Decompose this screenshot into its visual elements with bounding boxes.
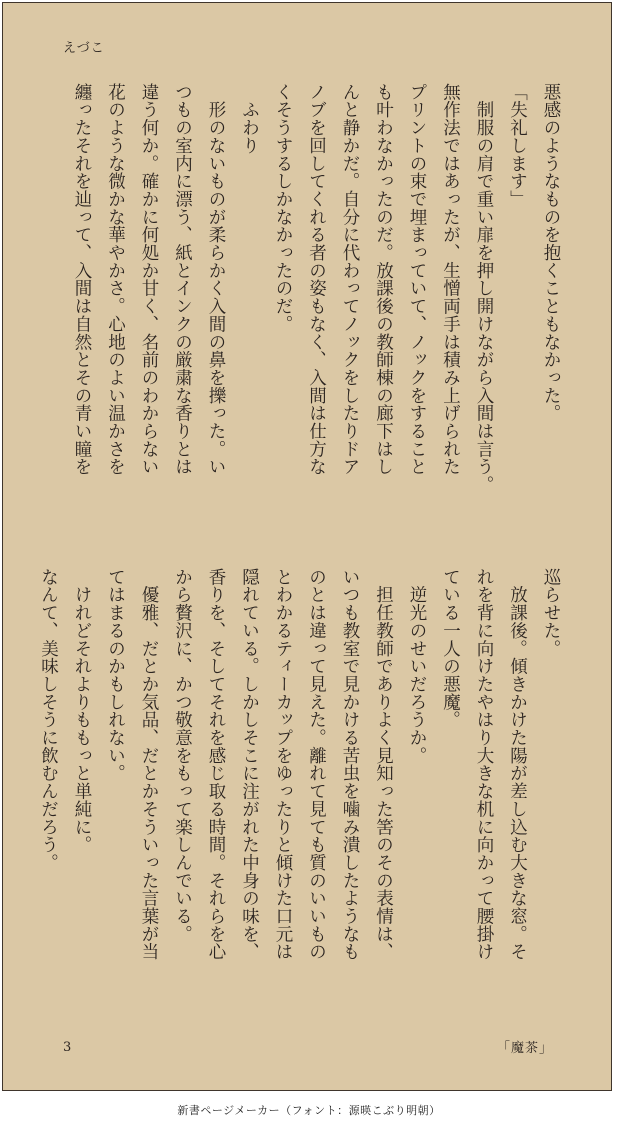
- text-line: くそうするしかなかったのだ。: [273, 83, 293, 333]
- text-line: 逆光のせいだろうか。: [407, 568, 427, 765]
- book-title: 「魔茶」: [496, 1041, 553, 1056]
- book-page: [2, 2, 612, 1091]
- text-line: ふわり: [239, 83, 260, 155]
- text-line: 優雅、だとか気品、だとかそういった言葉が当: [139, 568, 159, 961]
- text-line: 花のような微かな華やかさ。心地のよい温かさを: [105, 83, 126, 476]
- text-line: 担任教師でありよく見知った筈のその表情は、: [373, 568, 394, 961]
- text-line: 巡らせた。: [541, 568, 561, 658]
- text-line: けれどそれよりももっと単純に。: [72, 568, 92, 854]
- text-line: 隠れている。しかしそこに注がれた中身の味を、: [239, 568, 260, 961]
- text-line: も叶わなかったのだ。放課後の教師棟の廊下はし: [373, 83, 394, 476]
- upper-text-block: [57, 83, 567, 523]
- text-line: プリントの束で埋まっていて、ノックをすること: [407, 83, 427, 476]
- text-line: 放課後。傾きかけた陽が差し込む大きな窓。そ: [507, 568, 528, 961]
- text-line: 悪感のようなものを抱くこともなかった。: [541, 83, 561, 423]
- text-line: なんて、美味しそうに飲むんだろう。: [38, 568, 59, 872]
- text-line: から贅沢に、かつ敬意をもって楽しんでいる。: [172, 568, 193, 943]
- text-line: とわかるティーカップをゆったりと傾けた口元は: [273, 568, 293, 961]
- text-line: 形のないものが柔らかく入間の鼻を擽った。い: [206, 83, 226, 476]
- text-line: れを背に向けたやはり大きな机に向かって腰掛け: [474, 568, 494, 961]
- text-line: つもの室内に漂う、紙とインクの厳粛な香りとは: [172, 83, 193, 476]
- text-line: 制服の肩で重い扉を押し開けながら入間は言う。: [474, 83, 494, 494]
- text-line: のとは違って見えた。離れて見ても質のいいもの: [306, 568, 327, 961]
- generator-caption: 新書ページメーカー（フォント：源暎こぶり明朝）: [177, 1104, 441, 1117]
- text-line: いつも教室で見かける苦虫を噛み潰したようなも: [340, 568, 360, 961]
- text-line: 「失礼します」: [507, 83, 528, 208]
- author-name: えづこ: [63, 41, 105, 56]
- text-line: んと静かだ。自分に代わってノックをしたりドア: [340, 83, 360, 476]
- text-line: 香りを、そしてそれを感じ取る時間。それらを心: [206, 568, 226, 961]
- lower-text-block: [38, 568, 567, 1008]
- page-number: 3: [63, 1040, 72, 1055]
- text-line: てはまるのかもしれない。: [105, 568, 126, 783]
- text-line: ている一人の悪魔。: [440, 568, 461, 729]
- text-line: 無作法ではあったが、生憎両手は積み上げられた: [440, 83, 461, 476]
- text-line: 違う何か。確かに何処か甘く、名前のわからない: [139, 83, 159, 476]
- text-line: 纏ったそれを辿って、入間は自然とその青い瞳を: [72, 83, 92, 476]
- text-line: ノブを回してくれる者の姿もなく、入間は仕方な: [306, 83, 327, 476]
